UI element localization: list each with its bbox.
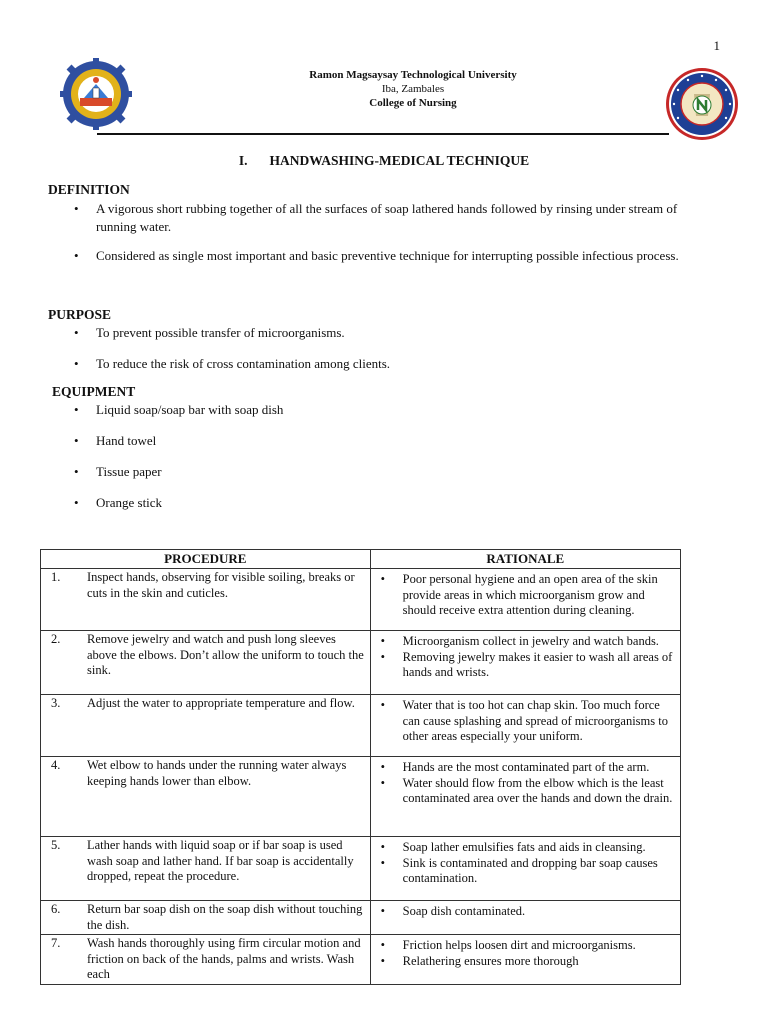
procedure-text: Wet elbow to hands under the running water always keeping hands lower than elbow. [87,758,347,788]
table-row [41,569,681,631]
definition-list [72,200,712,265]
rationale-item: • Soap dish contaminated. [381,904,676,920]
procedure-text: Adjust the water to appropriate temperature and flow. [87,696,355,710]
university-location: Iba, Zambales [381,83,445,95]
document-header [150,68,676,110]
procedure-text: Lather hands with liquid soap or if bar soap is used wash soap and lather hand. If bar soap is accidentally dropped, repeat the procedure. [87,838,354,883]
definition-heading: DEFINITION [48,182,130,197]
table-row [41,695,681,757]
purpose-list [72,324,712,373]
rationale-item: • Sink is contaminated and dropping bar soap causes contamination. [381,856,676,887]
rationale-item: • Water that is too hot can chap skin. Too much force can cause splashing and spread of microorganisms to other areas especially your uniform. [381,698,676,745]
title-text: HANDWASHING-MEDICAL TECHNIQUE [269,153,530,168]
rmtu-seal-icon [60,58,132,130]
equipment-item: • Liquid soap/soap bar with soap dish [72,401,712,419]
purpose-item: • To reduce the risk of cross contamination among clients. [72,355,712,373]
step-number: 7. [51,936,61,950]
table-row [41,837,681,901]
table-row [41,631,681,695]
rationale-item: • Poor personal hygiene and an open area of the skin provide areas in which microorganism grow and should receive extra attention during cleaning. [381,572,676,619]
procedure-text: Remove jewelry and watch and push long sleeves above the elbows. Don’t allow the uniform to touch the sink. [87,632,364,677]
step-number: 3. [51,696,61,710]
definition-item: • A vigorous short rubbing together of all the surfaces of soap lathered hands followed by rinsing under stream of running water. [72,200,712,236]
equipment-heading: EQUIPMENT [52,384,136,399]
step-number: 2. [51,632,61,646]
rationale-item: • Water should flow from the elbow which is the least contaminated area over the hands and down the drain. [381,776,676,807]
rationale-item: • Hands are the most contaminated part of the arm. [381,760,676,776]
rationale-item: • Soap lather emulsifies fats and aids in cleansing. [381,840,676,856]
step-number: 5. [51,838,61,852]
definition-item: • Considered as single most important and basic preventive technique for interrupting possible infectious process. [72,247,712,265]
college-name: College of Nursing [369,97,457,109]
equipment-item: • Orange stick [72,494,712,512]
purpose-heading: PURPOSE [48,307,112,322]
equipment-item: • Hand towel [72,432,712,450]
rationale-item: • Relathering ensures more thorough [381,954,676,970]
equipment-item: • Tissue paper [72,463,712,481]
rationale-item: • Friction helps loosen dirt and microorganisms. [381,938,676,954]
page-number: 1 [713,38,720,53]
rationale-column-header: RATIONALE [370,550,680,569]
table-row [41,935,681,985]
step-number: 6. [51,902,61,916]
step-number: 4. [51,758,61,772]
title-number: I. [238,153,248,168]
step-number: 1. [51,570,61,584]
procedure-table [40,549,681,985]
procedure-text: Inspect hands, observing for visible soiling, breaks or cuts in the skin and cuticles. [87,570,355,600]
table-row [41,757,681,837]
table-row [41,901,681,935]
header-divider [97,133,669,135]
document-title [0,153,768,169]
procedure-text: Return bar soap dish on the soap dish without touching the dish. [87,902,363,932]
rationale-item: • Removing jewelry makes it easier to wash all areas of hands and wrists. [381,650,676,681]
rationale-item: • Microorganism collect in jewelry and watch bands. [381,634,676,650]
procedure-column-header: PROCEDURE [41,550,371,569]
purpose-item: • To prevent possible transfer of microorganisms. [72,324,712,342]
procedure-text: Wash hands thoroughly using firm circular motion and friction on back of the hands, palms and wrists. Wash each [87,936,361,981]
equipment-list [72,401,712,512]
table-header-row [41,550,681,569]
university-name: Ramon Magsaysay Technological University [309,69,517,81]
